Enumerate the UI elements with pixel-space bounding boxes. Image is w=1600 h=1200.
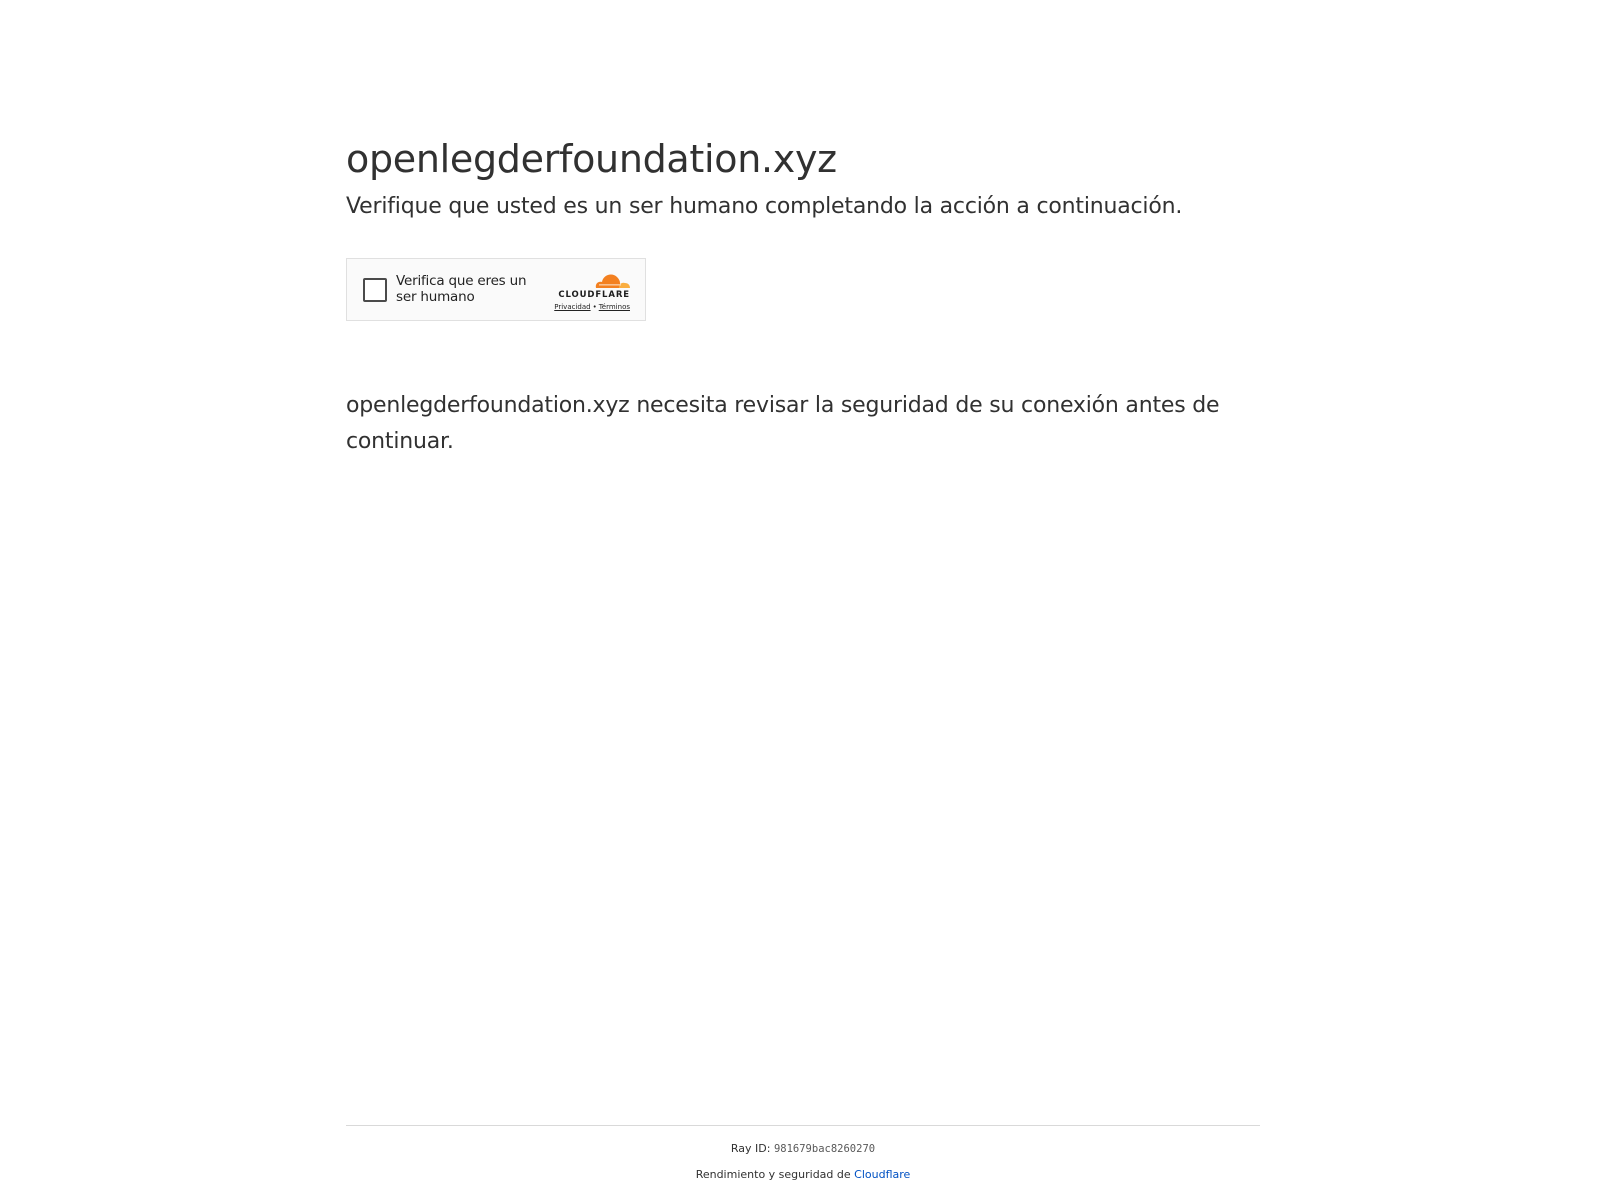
page-subtitle: Verifique que usted es un ser humano completando la acción a continuación. — [346, 194, 1183, 219]
security-description: openlegderfoundation.xyz necesita revisar la seguridad de su conexión antes de continuar. — [346, 393, 1220, 454]
footer — [346, 1125, 1260, 1182]
performance-credit — [346, 1168, 1260, 1182]
verify-checkbox[interactable] — [363, 278, 387, 302]
ray-id-value: 981679bac8260270 — [773, 1143, 876, 1155]
link-separator: • — [592, 303, 597, 311]
turnstile-widget — [346, 258, 646, 321]
performance-prefix: Rendimiento y seguridad de — [695, 1168, 851, 1181]
cloudflare-cloud-icon — [590, 269, 630, 289]
widget-links — [540, 303, 630, 312]
cloudflare-branding — [540, 269, 630, 312]
cloudflare-link[interactable]: Cloudflare — [854, 1168, 911, 1181]
cloudflare-wordmark: CLOUDFLARE — [558, 290, 630, 300]
ray-id-label: Ray ID: — [730, 1142, 771, 1155]
verify-checkbox-label[interactable]: Verifica que eres un ser humano — [396, 273, 527, 305]
privacy-link[interactable]: Privacidad — [554, 303, 591, 311]
terms-link[interactable]: Términos — [598, 303, 630, 311]
ray-id — [346, 1142, 1260, 1156]
page-title: openlegderfoundation.xyz — [346, 137, 837, 181]
